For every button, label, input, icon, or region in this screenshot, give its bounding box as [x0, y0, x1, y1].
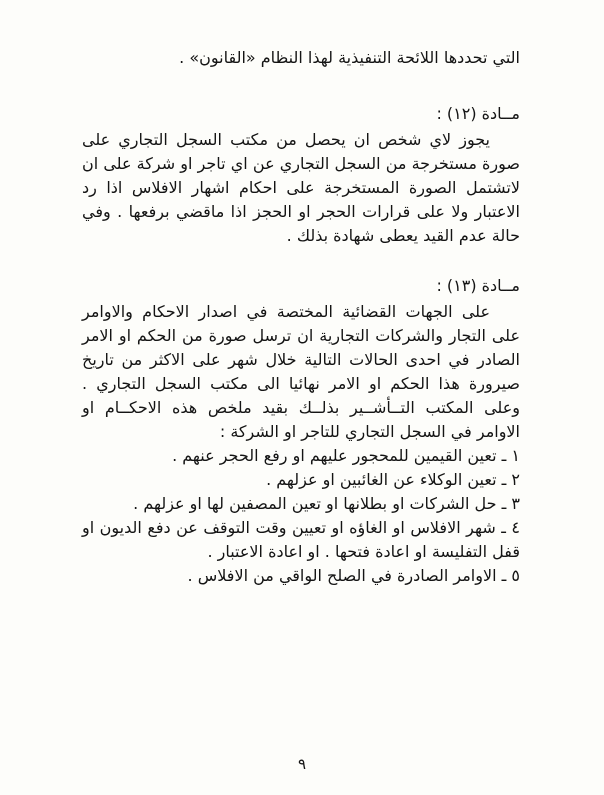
- list-item: ٢ ـ تعين الوكلاء عن الغائبين او عزلهم .: [266, 470, 520, 489]
- list-item: ٤ ـ شهر الافلاس او الغاؤه او تعيين وقت التوقف عن دفع الديون او قفل التفليسة او اعادة فتحها . او اعادة الاعتبار .: [82, 518, 520, 561]
- page-number: ٩: [297, 755, 307, 773]
- article-13-list: [82, 444, 520, 588]
- text-block: [82, 46, 520, 588]
- list-item: ٥ ـ الاوامر الصادرة في الصلح الواقي من الافلاس .: [187, 566, 520, 585]
- article-12-heading: مــادة (١٢) :: [436, 104, 520, 123]
- article-13-body: على الجهات القضائية المختصة في اصدار الاحكام والاوامر على التجار والشركات التجارية ان ترسل صورة من الحكم او الامر الصادر في احدى الحالات التالية خلال شهر على الاكثر من تاريخ صيرورة هذا الحكم او الامر نهائيا الى مكتب السجل التجاري . وعلى المكتب التــأشــير بذلــك بقيد ملخص هذه الاحكــام او الاوامر في السجل التجاري للتاجر او الشركة :: [82, 302, 520, 441]
- article-13-heading: مــادة (١٣) :: [436, 276, 520, 295]
- continuation-line: التي تحددها اللائحة التنفيذية لهذا النظام «القانون» .: [179, 48, 520, 67]
- list-item: ١ ـ تعين القيمين للمحجور عليهم او رفع الحجر عنهم .: [172, 446, 520, 465]
- list-item: ٣ ـ حل الشركات او بطلانها او تعين المصفين لها او عزلهم .: [133, 494, 520, 513]
- article-12-body: يجوز لاي شخص ان يحصل من مكتب السجل التجاري على صورة مستخرجة من السجل التجاري عن اي تاجر او شركة على ان لاتشتمل الصورة المستخرجة على احكام اشهار الافلاس اذا رد الاعتبار ولا على قرارات الحجر او الحجز اذا ماقضي برفعها . وفي حالة عدم القيد يعطى شهادة بذلك .: [82, 130, 520, 245]
